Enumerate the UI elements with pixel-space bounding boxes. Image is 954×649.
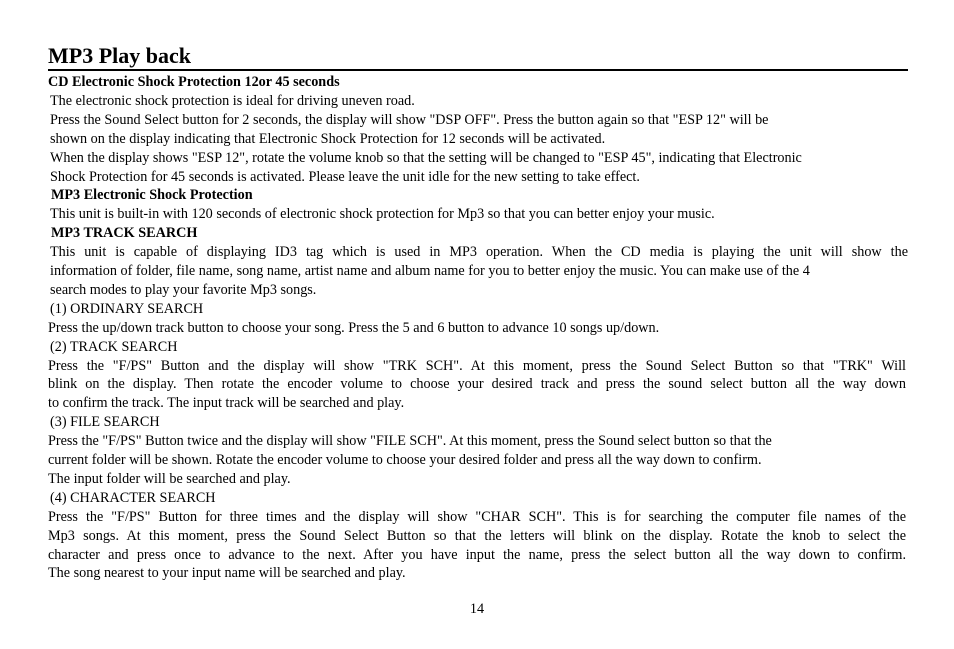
section-heading: MP3 TRACK SEARCH (51, 225, 198, 242)
body-text-line: This unit is built-in with 120 seconds of electronic shock protection for Mp3 so that you can better enjoy your music. (50, 206, 715, 223)
body-text-line: When the display shows "ESP 12", rotate the volume knob so that the setting will be changed to "ESP 45", indicating that Electronic (50, 149, 802, 166)
body-text-line: shown on the display indicating that Electronic Shock Protection for 12 seconds will be activated. (50, 130, 606, 147)
title-underline (48, 69, 908, 71)
body-text-line: to confirm the track. The input track will be searched and play. (48, 395, 405, 412)
body-text-line: This unit is capable of displaying ID3 tag which is used in MP3 operation. When the CD media is playing the unit will show the (50, 244, 908, 261)
body-text-line: The electronic shock protection is ideal for driving uneven road. (50, 92, 415, 109)
body-text-line: (1) ORDINARY SEARCH (50, 300, 204, 317)
body-text-line: information of folder, file name, song name, artist name and album name for you to better enjoy the music. You can make use of the 4 (50, 263, 810, 279)
body-text-line: (3) FILE SEARCH (50, 414, 160, 431)
section-heading: CD Electronic Shock Protection 12or 45 seconds (48, 74, 340, 90)
body-text-line: Mp3 songs. At this moment, press the Sound Select Button so that the letters will blink on the display. Rotate the knob to select the (48, 527, 906, 544)
body-text-line: The song nearest to your input name will be searched and play. (48, 565, 406, 582)
body-text-line: The input folder will be searched and play. (48, 470, 291, 487)
body-text-line: Press the "F/PS" Button for three times and the display will show "CHAR SCH". This is for searching the computer file names of the (48, 508, 906, 525)
body-text-line: Shock Protection for 45 seconds is activated. Please leave the unit idle for the new setting to take effect. (50, 168, 640, 185)
body-text-line: Press the "F/PS" Button twice and the display will show "FILE SCH". At this moment, press the Sound select button so that the (48, 433, 772, 450)
body-text-line: search modes to play your favorite Mp3 songs. (50, 281, 317, 298)
page-title: MP3 Play back (48, 43, 191, 68)
body-text-line: Press the Sound Select button for 2 seconds, the display will show "DSP OFF". Press the button again so that "ESP 12" will be (50, 111, 769, 128)
section-heading: MP3 Electronic Shock Protection (51, 187, 253, 204)
body-text-line: Press the up/down track button to choose your song. Press the 5 and 6 button to advance 10 songs up/down. (48, 319, 660, 336)
body-text-line: Press the "F/PS" Button and the display will show "TRK SCH". At this moment, press the Sound Select Button so that "TRK" Will (48, 357, 906, 374)
page-number: 14 (469, 601, 485, 617)
body-text-line: character and press once to advance to the next. After you have input the name, press the select button all the way down to confirm. (48, 546, 906, 563)
body-text-line: blink on the display. Then rotate the encoder volume to choose your desired track and press the sound select button all the way down (48, 376, 906, 393)
body-text-line: (2) TRACK SEARCH (50, 338, 178, 355)
body-text-line: current folder will be shown. Rotate the encoder volume to choose your desired folder and press all the way down to confirm. (48, 452, 762, 468)
body-text-line: (4) CHARACTER SEARCH (50, 489, 216, 506)
